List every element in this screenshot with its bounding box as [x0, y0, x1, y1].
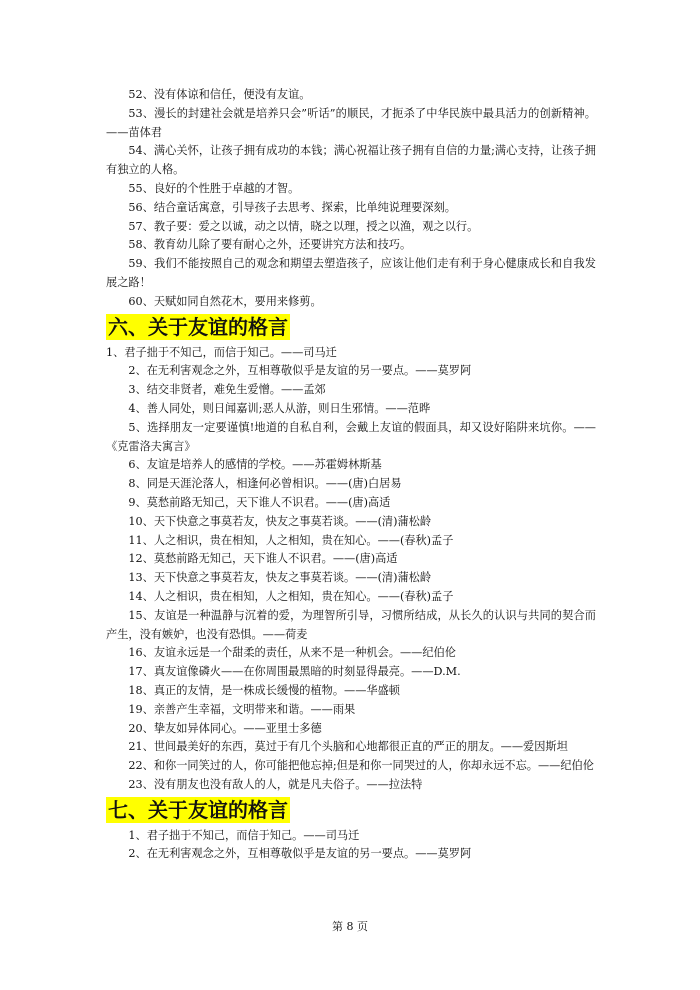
quote-item: 22、和你一同笑过的人，你可能把他忘掉;但是和你一同哭过的人，你却永远不忘。——纪伯伦 [128, 759, 594, 773]
quote-item: 14、人之相识，贵在相知，人之相知，贵在知心。——(春秋)孟子 [128, 589, 454, 603]
quote-item: 56、结合童话寓意，引导孩子去思考、探索，比单纯说理要深刻。 [128, 200, 456, 214]
quote-item: 12、莫愁前路无知己，天下谁人不识君。——(唐)高适 [128, 552, 398, 566]
quote-item: 1、君子拙于不知己，而信于知己。——司马迁 [106, 345, 337, 359]
quote-item: 23、没有朋友也没有敌人的人，就是凡夫俗子。——拉法特 [128, 777, 423, 791]
section-six-title: 六、关于友谊的格言 [108, 314, 288, 339]
intro-list [106, 86, 596, 312]
section-seven [106, 795, 596, 865]
quote-item: 54、满心关怀，让孩子拥有成功的本钱；满心祝福让孩子拥有自信的力量;满心支持，让孩子拥有独立的人格。 [106, 144, 596, 177]
quote-item: 17、真友谊像磷火——在你周围最黑暗的时刻显得最亮。——D.M. [128, 665, 461, 679]
quote-item: 5、选择朋友一定要谨慎!地道的自私自利，会戴上友谊的假面具，却又设好陷阱来坑你。——《克雷洛夫寓言》 [106, 420, 596, 453]
quote-item: 57、教子要：爱之以诚，动之以情，晓之以理，授之以渔，观之以行。 [128, 219, 479, 233]
quote-item: 3、结交非贤者，难免生爱憎。——孟郊 [128, 383, 326, 397]
quote-item: 60、天赋如同自然花木，要用来修剪。 [128, 294, 322, 308]
quote-item: 21、世间最美好的东西，莫过于有几个头脑和心地都很正直的严正的朋友。——爱因斯坦 [128, 740, 568, 754]
quote-item: 59、我们不能按照自己的观念和期望去塑造孩子，应该让他们走有利于身心健康成长和自我发展之路！ [106, 257, 596, 289]
quote-item: 55、良好的个性胜于卓越的才智。 [128, 181, 300, 195]
quote-item: 52、没有体谅和信任，便没有友谊。 [128, 88, 311, 101]
quote-item: 15、友谊是一种温静与沉着的爱，为理智所引导，习惯所结成，从长久的认识与共同的契合而产生，没有嫉妒，也没有恐惧。——荷麦 [106, 608, 596, 641]
quote-item: 1、君子拙于不知己，而信于知己。——司马迁 [128, 828, 360, 842]
page-number: 第 8 页 [332, 920, 368, 933]
quote-item: 2、在无利害观念之外，互相尊敬似乎是友谊的另一要点。——莫罗阿 [128, 364, 472, 378]
quote-item: 19、亲善产生幸福，文明带来和谐。——雨果 [128, 702, 356, 716]
quote-item: 20、挚友如异体同心。——亚里士多德 [128, 721, 322, 735]
quote-item: 13、天下快意之事莫若友，快友之事莫若谈。——(清)蒲松龄 [128, 571, 432, 585]
quote-item: 18、真正的友情，是一株成长缓慢的植物。——华盛顿 [128, 683, 400, 697]
section-six-list [106, 344, 596, 795]
quote-item: 4、善人同处，则日闻嘉训;恶人从游，则日生邪情。——范晔 [128, 401, 431, 415]
quote-item: 58、教育幼儿除了要有耐心之外，还要讲究方法和技巧。 [128, 238, 412, 252]
section-six [106, 312, 596, 795]
quote-item: 10、天下快意之事莫若友，快友之事莫若谈。——(清)蒲松龄 [128, 514, 432, 528]
quote-item: 53、漫长的封建社会就是培养只会”听话”的顺民，才扼杀了中华民族中最具活力的创新精神。——苗体君 [106, 106, 596, 139]
quote-item: 6、友谊是培养人的感情的学校。——苏霍姆林斯基 [128, 458, 382, 472]
quote-item: 16、友谊永远是一个甜柔的责任，从来不是一种机会。——纪伯伦 [128, 646, 456, 660]
quote-item: 11、人之相识，贵在相知，人之相知，贵在知心。——(春秋)孟子 [128, 533, 454, 547]
quote-item: 9、莫愁前路无知己，天下谁人不识君。——(唐)高适 [128, 495, 391, 509]
section-seven-list [106, 827, 596, 865]
section-seven-title: 七、关于友谊的格言 [108, 797, 288, 822]
page-content [106, 86, 596, 864]
quote-item: 2、在无利害观念之外，互相尊敬似乎是友谊的另一要点。——莫罗阿 [128, 847, 472, 861]
quote-item: 8、同是天涯沦落人，相逢何必曾相识。——(唐)白居易 [128, 477, 402, 491]
